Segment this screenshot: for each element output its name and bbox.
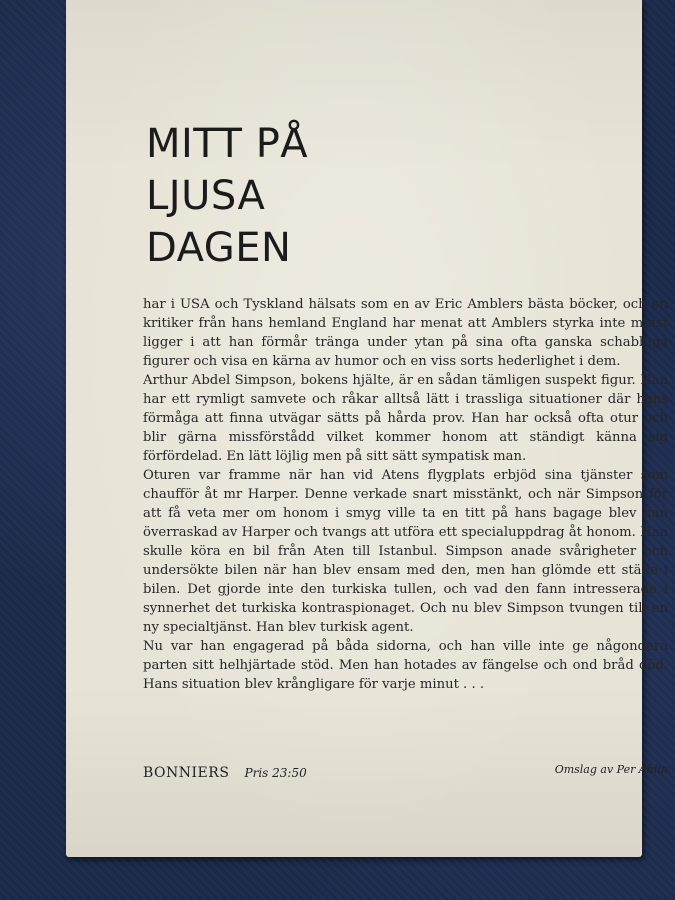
cover-footer	[143, 762, 668, 781]
price-label: Pris 23:50	[244, 766, 307, 780]
book-back-cover	[66, 0, 668, 857]
book-title	[146, 118, 308, 274]
blurb-paragraph: har i USA och Tyskland hälsats som en av Eric Amblers bästa böcker, och en kritiker från hans hemland England har menat att Amblers styrka inte minst ligger i att han förmår tränga under ytan på sina ofta ganska schabbiga figurer och visa en kärna av humor och en viss sorts hederlighet i dem.	[143, 297, 668, 369]
title-line: LJUSA	[146, 173, 266, 219]
publisher-name: BONNIERS	[143, 765, 230, 781]
title-line: DAGEN	[146, 225, 292, 271]
blurb-paragraph: Nu var han engagerad på båda sidorna, och han ville inte ge någondera parten sitt helhjärtade stöd. Men han hotades av fängelse och ond bråd död. Hans situation blev krångligare för varje minut . . .	[143, 639, 668, 692]
blurb-paragraph: Oturen var framme när han vid Atens flygplats erbjöd sina tjänster som chaufför åt mr Harper. Denne verkade snart misstänkt, och när Simpson för att få veta mer om honom i smyg ville ta en titt på hans bagage blev han överraskad av Harper och tvangs att utföra ett specialuppdrag åt honom. Han skulle köra en bil från Aten till Istanbul. Simpson anade svårigheter och undersökte bilen när han blev ensam med den, men han glömde ett ställe i bilen. Det gjorde inte den turkiska tullen, och vad den fann intresserade i synnerhet det turkiska kontraspionaget. Och nu blev Simpson tvungen till en ny specialtjänst. Han blev turkisk agent.	[143, 468, 668, 635]
blurb-text	[143, 295, 668, 694]
title-line: MITT PÅ	[146, 121, 309, 167]
blurb-paragraph: Arthur Abdel Simpson, bokens hjälte, är en sådan tämligen suspekt figur. Han har ett rymligt samvete och råkar alltså lätt i trassliga situationer där hans förmåga att finna utvägar sätts på hårda prov. Han har också ofta otur och blir gärna missförstådd vilket kommer honom att ständigt känna sig förfördelad. En lätt löjlig men på sitt sätt sympatisk man.	[143, 373, 668, 464]
cover-credit: Omslag av Per Åhlin	[554, 763, 668, 776]
